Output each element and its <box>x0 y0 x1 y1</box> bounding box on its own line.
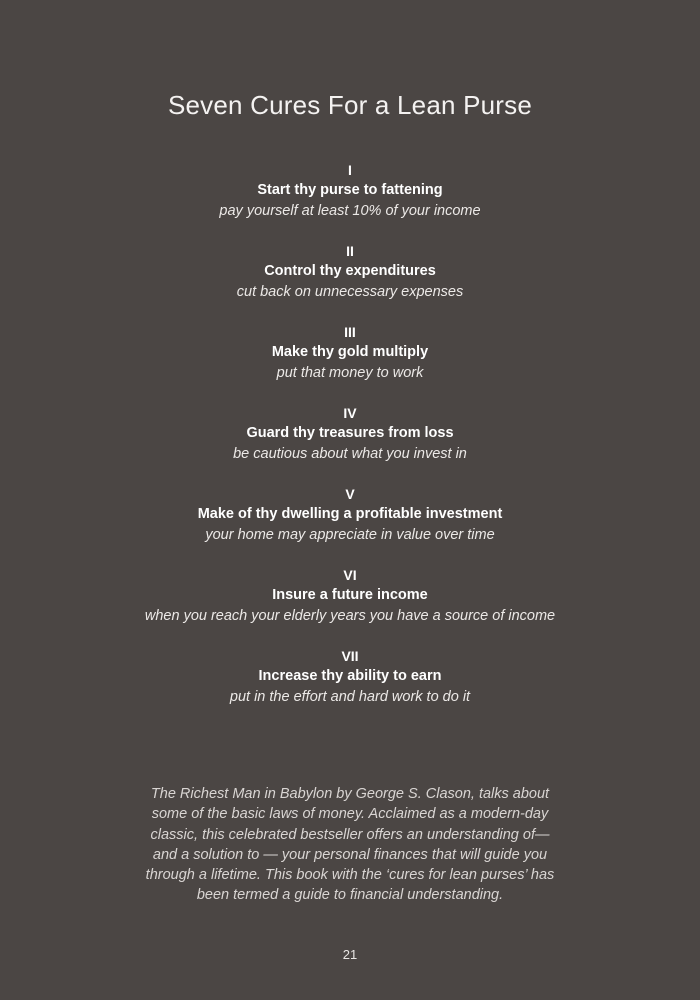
cure-item <box>0 565 700 646</box>
cure-subtitle: your home may appreciate in value over time <box>205 527 495 543</box>
cure-numeral: IV <box>343 405 357 421</box>
cures-list <box>0 160 700 727</box>
cure-item <box>0 241 700 322</box>
page-number: 21 <box>342 947 358 962</box>
cure-heading: Increase thy ability to earn <box>258 668 442 684</box>
cure-subtitle: put that money to work <box>276 365 424 381</box>
cure-heading: Guard thy treasures from loss <box>246 425 454 441</box>
description-line: and a solution to — your personal finances that will guide you <box>152 846 548 863</box>
cure-subtitle: pay yourself at least 10% of your income <box>219 203 481 219</box>
cure-heading: Insure a future income <box>272 587 428 603</box>
cure-subtitle: when you reach your elderly years you have a source of income <box>144 608 556 624</box>
cure-numeral: V <box>345 486 355 502</box>
cure-numeral: III <box>344 324 356 340</box>
cure-heading: Make thy gold multiply <box>271 344 429 360</box>
description-line: been termed a guide to financial understanding. <box>196 887 504 904</box>
page-title: Seven Cures For a Lean Purse <box>167 90 532 120</box>
cure-item <box>0 322 700 403</box>
cure-numeral: VI <box>343 567 357 583</box>
cure-subtitle: put in the effort and hard work to do it <box>229 689 471 705</box>
cure-heading: Control thy expenditures <box>264 263 436 279</box>
cure-subtitle: be cautious about what you invest in <box>233 446 467 462</box>
cure-subtitle: cut back on unnecessary expenses <box>236 284 464 300</box>
cure-heading: Start thy purse to fattening <box>257 182 443 198</box>
description-line: classic, this celebrated bestseller offers an understanding of— <box>150 826 550 843</box>
cure-numeral: VII <box>341 648 359 664</box>
cure-numeral: II <box>346 243 354 259</box>
cure-item <box>0 403 700 484</box>
cure-item <box>0 484 700 565</box>
cure-item <box>0 160 700 241</box>
cure-item <box>0 646 700 727</box>
description-line: The Richest Man in Babylon by George S. Clason, talks about <box>150 786 550 802</box>
book-description <box>130 784 570 906</box>
cure-numeral: I <box>348 162 352 178</box>
cure-heading: Make of thy dwelling a profitable investment <box>197 506 503 522</box>
description-line: some of the basic laws of money. Acclaimed as a modern-day <box>151 806 549 823</box>
description-line: through a lifetime. This book with the ‘cures for lean purses’ has <box>145 867 555 884</box>
